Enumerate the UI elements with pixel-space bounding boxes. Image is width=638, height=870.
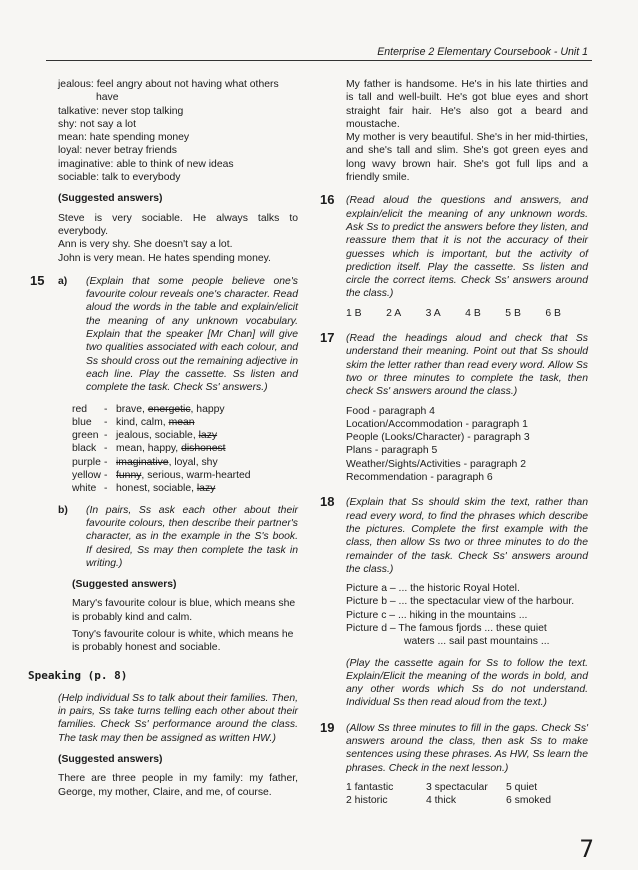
answer-line: waters ... sail past mountains ... bbox=[404, 636, 550, 648]
left-column bbox=[28, 78, 298, 807]
exercise-number: 17 bbox=[320, 330, 335, 346]
right-column bbox=[320, 78, 588, 808]
exercise-number: 18 bbox=[320, 494, 335, 510]
def-line: jealous: feel angry about not having what others bbox=[58, 79, 279, 90]
answer-line: There are three people in my family: my father, George, my mother, Claire, and me, of course. bbox=[58, 773, 298, 798]
speaking-section bbox=[58, 692, 298, 799]
def-line: talkative: never stop talking bbox=[58, 105, 184, 117]
exercise-16 bbox=[320, 192, 588, 320]
instruction-text: (Explain that Ss should skim the text, rather than read every word, to find the phrases which describe the pictures. Complete the first example with the class, then allow Ss two or three minutes to do the remainder of the task. Check Ss' answers around the class.) bbox=[346, 497, 588, 575]
colour-row: green - jealous, sociable, lazy bbox=[72, 430, 218, 442]
instruction-text: (In pairs, Ss ask each other about their favourite colours, then describe their partner's character, as in the example in the S's book. If desired, Ss may then complete the task in writing.) bbox=[86, 504, 298, 569]
instruction-text: (Play the cassette again for Ss to follow the text. Explain/Elicit the meaning of the words in bold, and any other words which Ss do not understand. Individual Ss then read aloud from the text.) bbox=[346, 657, 588, 709]
suggested-answers-heading: (Suggested answers) bbox=[58, 193, 163, 205]
exercise-15b bbox=[58, 504, 298, 570]
instruction-text: (Read the headings aloud and check that Ss understand their meaning. Point out that Ss should skim the letter rather than read every word. Allow Ss two or three minutes to complete the task, then check Ss' answers around the class.) bbox=[346, 333, 588, 398]
exercise-17 bbox=[320, 330, 588, 484]
exercise-15 bbox=[30, 272, 298, 395]
def-line: loyal: never betray friends bbox=[58, 145, 177, 157]
colour-table bbox=[58, 403, 298, 496]
def-line: imaginative: able to think of new ideas bbox=[58, 158, 234, 170]
answer-line: Steve is very sociable. He always talks to everybody. bbox=[58, 212, 298, 237]
definitions-list bbox=[58, 78, 298, 184]
answer-line: John is very mean. He hates spending money. bbox=[58, 252, 271, 264]
answer-line: Mary's favourite colour is blue, which means she is probably kind and calm. bbox=[72, 598, 296, 623]
page-number: 7 bbox=[579, 834, 594, 863]
colour-row: purple - imaginative , loyal, shy bbox=[72, 456, 218, 468]
header-rule bbox=[46, 60, 592, 61]
family-paragraph: My father is handsome. He's in his late thirties and is tall and well-built. He's got blue eyes and short straight fair hair. He's also got a beard and moustache. bbox=[346, 79, 588, 130]
colour-row: black - mean, happy, dishonest bbox=[72, 443, 226, 455]
family-paragraph: My mother is very beautiful. She's in her mid-thirties, and she's tall and slim. She's got green eyes and long wavy brown hair. She's got full lips and a friendly smile. bbox=[346, 132, 588, 184]
instruction-text: (Allow Ss three minutes to fill in the gaps. Check Ss' answers around the class, then ask Ss to make sentences using these phrases. As HW, Ss learn the phrases. Check in the next lesson.) bbox=[346, 722, 588, 774]
answer-line: People (Looks/Character) - paragraph 3 bbox=[346, 432, 530, 444]
section-heading-speaking: Speaking (p. 8) bbox=[28, 668, 128, 682]
answer-line: Picture c – ... hiking in the mountains ... bbox=[346, 609, 528, 621]
answer-line: Food - paragraph 4 bbox=[346, 405, 435, 417]
answer-line: Plans - paragraph 5 bbox=[346, 445, 438, 457]
answer-line: Picture a – ... the historic Royal Hotel. bbox=[346, 583, 520, 595]
colour-row: blue - kind, calm, mean bbox=[72, 416, 195, 428]
def-line: sociable: talk to everybody bbox=[58, 172, 181, 184]
answer-grid: 1 fantastic 3 spectacular 5 quiet 2 historic 4 thick 6 smoked bbox=[346, 781, 552, 807]
answer-row: 1 B 2 A 3 A 4 B 5 B 6 B bbox=[346, 307, 561, 319]
running-header: Enterprise 2 Elementary Coursebook - Unit 1 bbox=[377, 46, 588, 58]
suggested-answers-heading: (Suggested answers) bbox=[58, 754, 163, 766]
answer-line: Ann is very shy. She doesn't say a lot. bbox=[58, 239, 233, 251]
exercise-number: 15 bbox=[30, 272, 45, 288]
exercise-19 bbox=[320, 719, 588, 808]
colour-row: yellow - funny , serious, warm-hearted bbox=[72, 470, 251, 482]
suggested-answers-15b bbox=[58, 578, 298, 654]
answer-line: Tony's favourite colour is white, which means he is probably honest and sociable. bbox=[72, 628, 294, 654]
def-line: have bbox=[96, 92, 119, 104]
exercise-number: 16 bbox=[320, 192, 335, 208]
def-line: mean: hate spending money bbox=[58, 132, 190, 144]
colour-row: white - honest, sociable, lazy bbox=[72, 483, 216, 495]
answer-line: Recommendation - paragraph 6 bbox=[346, 472, 493, 484]
answer-line: Picture d – The famous fjords ... these quiet bbox=[346, 622, 547, 634]
exercise-number: 19 bbox=[320, 719, 335, 735]
answer-line: Weather/Sights/Activities - paragraph 2 bbox=[346, 458, 526, 470]
instruction-text: (Read aloud the questions and answers, and explain/elicit the meaning of any unknown words. Ask Ss to predict the answers before they listen, and reassure them that it is not the accuracy of their guesses which is important, but the activity of prediction itself. Play the cassette. Ss listen and circle the correct items. Check Ss' answers around the class.) bbox=[346, 195, 588, 300]
def-line: shy: not say a lot bbox=[58, 118, 136, 130]
answer-line: Location/Accommodation - paragraph 1 bbox=[346, 418, 528, 430]
suggested-answers-heading: (Suggested answers) bbox=[72, 579, 177, 591]
answer-line: Picture b – ... the spectacular view of the harbour. bbox=[346, 596, 575, 608]
instruction-text: (Help individual Ss to talk about their families. Then, in pairs, Ss take turns telling each other about their families. Check Ss' performance around the class. The task may then be assigned as written HW.) bbox=[58, 692, 298, 744]
instruction-text: (Explain that some people believe one's favourite colour reveals one's character. Read aloud the words in the table and explain/elicit the meaning of any unknown vocabulary. Explain that the speaker [Mr Chan] will give two qualities associated with each colour, and Ss should cross out the remaining adjective in each line. Play the cassette. Ss listen and complete the task. Check Ss' answers.) bbox=[86, 275, 298, 394]
exercise-18 bbox=[320, 494, 588, 709]
sub-label: b) bbox=[58, 504, 68, 516]
colour-row: red - brave, energetic , happy bbox=[72, 403, 225, 415]
sub-label: a) bbox=[58, 275, 68, 287]
